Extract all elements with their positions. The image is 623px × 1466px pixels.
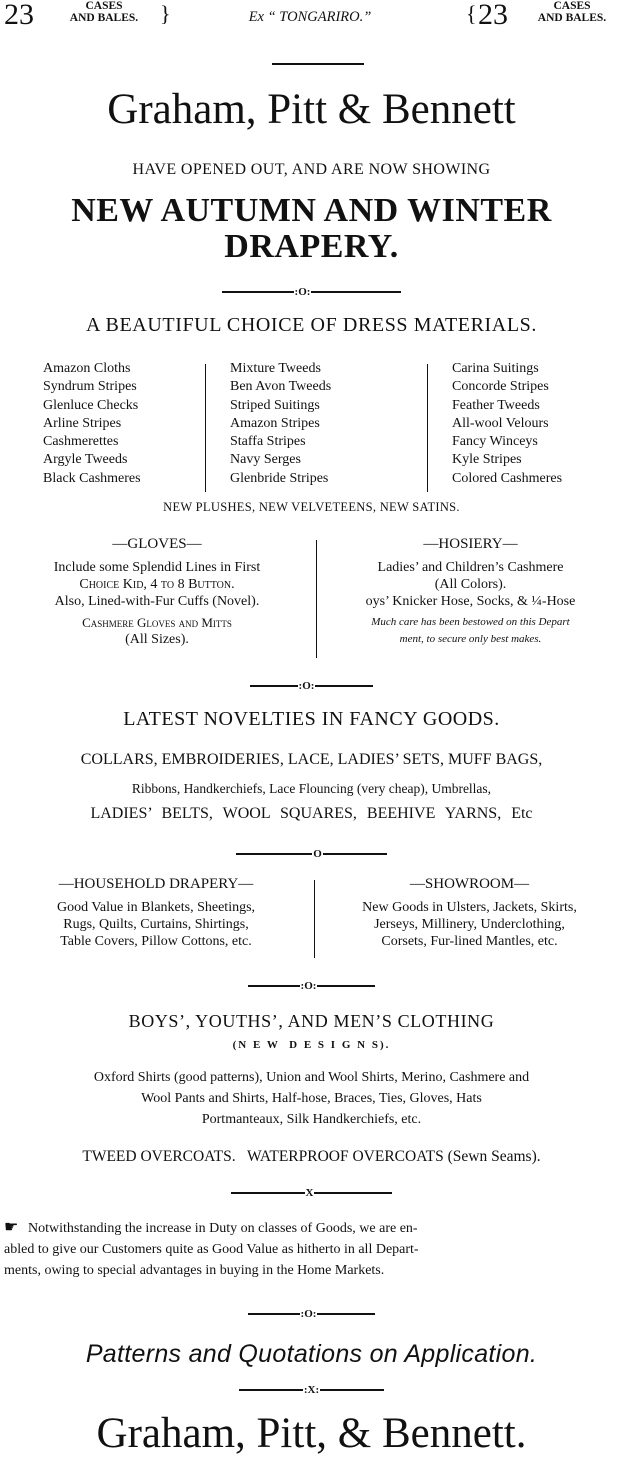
header-right-count: 23 — [478, 0, 508, 31]
novelties-line-3: LADIES’ BELTS, WOOL SQUARES, BEEHIVE YARNS, Etc — [90, 805, 533, 822]
showroom-line-1: New Goods in Ulsters, Jackets, Skirts, — [362, 900, 577, 915]
household-showroom-divider — [314, 880, 315, 958]
clothing-line-3: Portmanteaux, Silk Handkerchiefs, etc. — [201, 1112, 422, 1127]
gloves-line-5: (All Sizes). — [125, 632, 189, 647]
header-left-label — [52, 0, 156, 24]
separator-1 — [0, 286, 623, 298]
dress-item: Carina Suitings — [452, 361, 539, 376]
gloves-line-4: Cashmere Gloves and Mitts — [82, 615, 232, 630]
dress-item: Mixture Tweeds — [230, 361, 321, 376]
household-block — [0, 876, 312, 950]
firm-name-top: Graham, Pitt & Bennett — [107, 86, 516, 133]
separator-5-mark: X — [305, 1187, 314, 1200]
notice-line-1 — [4, 1218, 621, 1239]
hosiery-line-3: oys’ Knicker Hose, Socks, & ¼-Hose — [365, 594, 576, 609]
dress-divider-1 — [205, 364, 206, 492]
header-divider — [272, 63, 364, 65]
notice-block — [4, 1218, 621, 1281]
dress-column-2 — [230, 360, 331, 488]
gloves-heading: —GLOVES— — [112, 536, 202, 552]
showroom-heading: —SHOWROOM— — [409, 876, 530, 892]
dress-column-1 — [43, 360, 141, 488]
header-ship: Ex “ TONGARIRO.” — [248, 9, 372, 25]
separator-7 — [0, 1384, 623, 1396]
dress-column-3 — [452, 360, 562, 488]
separator-3-mark: O — [313, 848, 322, 861]
headline-line-2: DRAPERY. — [224, 228, 399, 265]
separator-6 — [0, 1308, 623, 1320]
novelties-line-1: COLLARS, EMBROIDERIES, LACE, LADIES’ SETS, MUFF BAGS, — [80, 751, 543, 768]
header-right-label — [520, 0, 623, 24]
clothing-subheading: (N E W D E S I G N S). — [232, 1039, 391, 1051]
header-left-bottom: AND BALES. — [69, 12, 139, 24]
separator-7-mark: :X: — [303, 1384, 320, 1397]
dress-item: Ben Avon Tweeds — [230, 379, 332, 395]
dress-footer: NEW PLUSHES, NEW VELVETEENS, NEW SATINS. — [163, 500, 460, 514]
firm-name-bottom: Graham, Pitt, & Bennett. — [96, 1410, 527, 1457]
gloves-line-2: Choice Kid, 4 to 8 Button. — [79, 577, 235, 592]
dress-heading: A BEAUTIFUL CHOICE OF DRESS MATERIALS. — [86, 314, 537, 336]
dress-item: Staffa Stripes — [230, 434, 306, 450]
dress-item: Concorde Stripes — [452, 379, 549, 395]
separator-3 — [0, 848, 623, 860]
dress-item: Kyle Stripes — [452, 452, 522, 468]
novelties-line-2: Ribbons, Handkerchiefs, Lace Flouncing (very cheap), Umbrellas, — [131, 781, 492, 796]
gloves-block — [0, 536, 314, 648]
header-left-brace: } — [160, 1, 171, 26]
showroom-line-2: Jerseys, Millinery, Underclothing, — [374, 917, 565, 932]
separator-4-mark: :O: — [300, 980, 317, 993]
separator-6-mark: :O: — [300, 1308, 317, 1321]
separator-5 — [0, 1187, 623, 1199]
dress-item: Striped Suitings — [230, 397, 320, 413]
dress-item: All-wool Velours — [452, 415, 549, 431]
hosiery-heading: —HOSIERY— — [423, 536, 518, 552]
header-left-top: CASES — [85, 0, 123, 12]
dress-item: Amazon Cloths — [43, 361, 131, 376]
dress-item: Fancy Winceys — [452, 434, 538, 450]
dress-item: Amazon Stripes — [230, 415, 320, 431]
notice-line-2: abled to give our Customers quite as Good Value as hitherto in all Depart- — [4, 1242, 419, 1257]
patterns-line: Patterns and Quotations on Application. — [85, 1340, 538, 1368]
separator-4 — [0, 980, 623, 992]
hosiery-line-1: Ladies’ and Children’s Cashmere — [377, 560, 564, 575]
hosiery-line-4: Much care has been bestowed on this Depart — [371, 616, 570, 628]
separator-2-mark: :O: — [298, 680, 315, 693]
header-right-top: CASES — [553, 0, 591, 12]
dress-item: Black Cashmeres — [43, 470, 141, 486]
separator-1-mark: :O: — [294, 286, 311, 299]
headline-line-1: NEW AUTUMN AND WINTER — [71, 192, 552, 229]
dress-item: Glenbride Stripes — [230, 470, 329, 486]
household-line-2: Rugs, Quilts, Curtains, Shirtings, — [63, 917, 249, 932]
header-right-bottom: AND BALES. — [537, 12, 607, 24]
gloves-line-3: Also, Lined-with-Fur Cuffs (Novel). — [54, 594, 260, 609]
showroom-line-3: Corsets, Fur-lined Mantles, etc. — [381, 934, 558, 949]
pointing-hand-icon: ☛ — [4, 1219, 19, 1236]
dress-divider-2 — [427, 364, 428, 492]
novelties-heading: LATEST NOVELTIES IN FANCY GOODS. — [123, 708, 500, 730]
dress-item: Cashmerettes — [43, 434, 119, 450]
gloves-hosiery-divider — [316, 540, 317, 658]
notice-line-1-text: Notwithstanding the increase in Duty on classes of Goods, we are en- — [28, 1221, 418, 1236]
header-left-count: 23 — [4, 0, 34, 31]
dress-item: Feather Tweeds — [452, 397, 540, 413]
household-line-1: Good Value in Blankets, Sheetings, — [56, 900, 256, 915]
header-right-brace: { — [466, 1, 477, 26]
hosiery-block — [318, 536, 623, 648]
dress-item: Arline Stripes — [43, 415, 122, 431]
notice-line-3: ments, owing to special advantages in buying in the Home Markets. — [4, 1263, 385, 1278]
dress-item: Syndrum Stripes — [43, 379, 137, 395]
clothing-line-4: TWEED OVERCOATS. WATERPROOF OVERCOATS (Sewn Seams). — [82, 1148, 541, 1165]
separator-2 — [0, 680, 623, 692]
clothing-heading: BOYS’, YOUTHS’, AND MEN’S CLOTHING — [128, 1011, 495, 1031]
gloves-line-1: Include some Splendid Lines in First — [53, 560, 261, 575]
hosiery-line-2: (All Colors). — [434, 577, 507, 592]
dress-item: Argyle Tweeds — [43, 452, 128, 468]
dress-item: Colored Cashmeres — [452, 470, 563, 486]
household-heading: —HOUSEHOLD DRAPERY— — [58, 876, 254, 892]
dress-item: Navy Serges — [230, 452, 301, 468]
clothing-line-2: Wool Pants and Shirts, Half-hose, Braces, Ties, Gloves, Hats — [141, 1091, 482, 1106]
showroom-block — [316, 876, 623, 950]
hosiery-line-5: ment, to secure only best makes. — [399, 633, 542, 645]
clothing-line-1: Oxford Shirts (good patterns), Union and Wool Shirts, Merino, Cashmere and — [93, 1070, 530, 1085]
household-line-3: Table Covers, Pillow Cottons, etc. — [60, 934, 252, 949]
dress-item: Glenluce Checks — [43, 397, 139, 413]
announcement: HAVE OPENED OUT, AND ARE NOW SHOWING — [132, 161, 491, 178]
